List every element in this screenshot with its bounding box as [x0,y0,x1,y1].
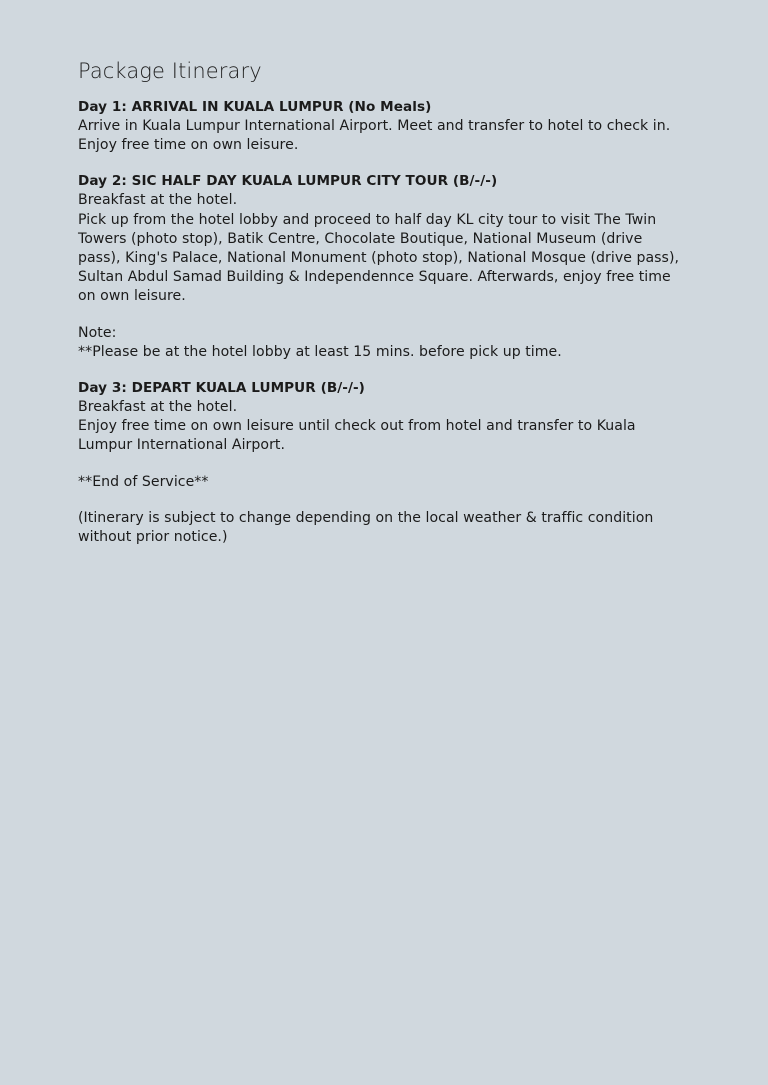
day-3-line: Lumpur International Airport. [78,437,286,454]
day-3-section [78,379,690,456]
day-2-heading: Day 2: SIC HALF DAY KUALA LUMPUR CITY TOUR (B/-/-) [78,173,498,190]
disclaimer-line: (Itinerary is subject to change depending on the local weather & traffic condition [78,509,654,526]
note-text: **Please be at the hotel lobby at least 15 mins. before pick up time. [78,343,562,360]
day-2-line: Sultan Abdul Samad Building & Independennce Square. Afterwards, enjoy free time [78,269,671,286]
day-3-heading: Day 3: DEPART KUALA LUMPUR (B/-/-) [78,380,365,397]
day-1-heading: Day 1: ARRIVAL IN KUALA LUMPUR (No Meals) [78,99,432,115]
note-section [78,324,690,362]
day-1-line: Arrive in Kuala Lumpur International Airport. Meet and transfer to hotel to check in. [78,118,671,134]
disclaimer-line: without prior notice.) [78,529,228,546]
day-2-line: pass), King's Palace, National Monument (photo stop), National Mosque (drive pass), [78,250,680,267]
day-2-line: on own leisure. [78,288,186,305]
note-label: Note: [78,324,117,341]
day-2-section [78,172,690,306]
day-1-line: Enjoy free time on own leisure. [78,137,299,154]
day-3-line: Enjoy free time on own leisure until check out from hotel and transfer to Kuala [78,418,636,435]
end-of-service-text: **End of Service** [78,473,209,490]
day-1-section [78,98,690,155]
day-2-line: Towers (photo stop), Batik Centre, Chocolate Boutique, National Museum (drive [78,230,643,247]
day-2-line: Pick up from the hotel lobby and proceed to half day KL city tour to visit The Twin [78,211,657,228]
end-of-service-section [78,473,690,492]
page-title: Package Itinerary [78,59,262,83]
day-3-line: Breakfast at the hotel. [78,399,238,416]
disclaimer-section [78,509,690,547]
day-2-line: Breakfast at the hotel. [78,192,238,209]
